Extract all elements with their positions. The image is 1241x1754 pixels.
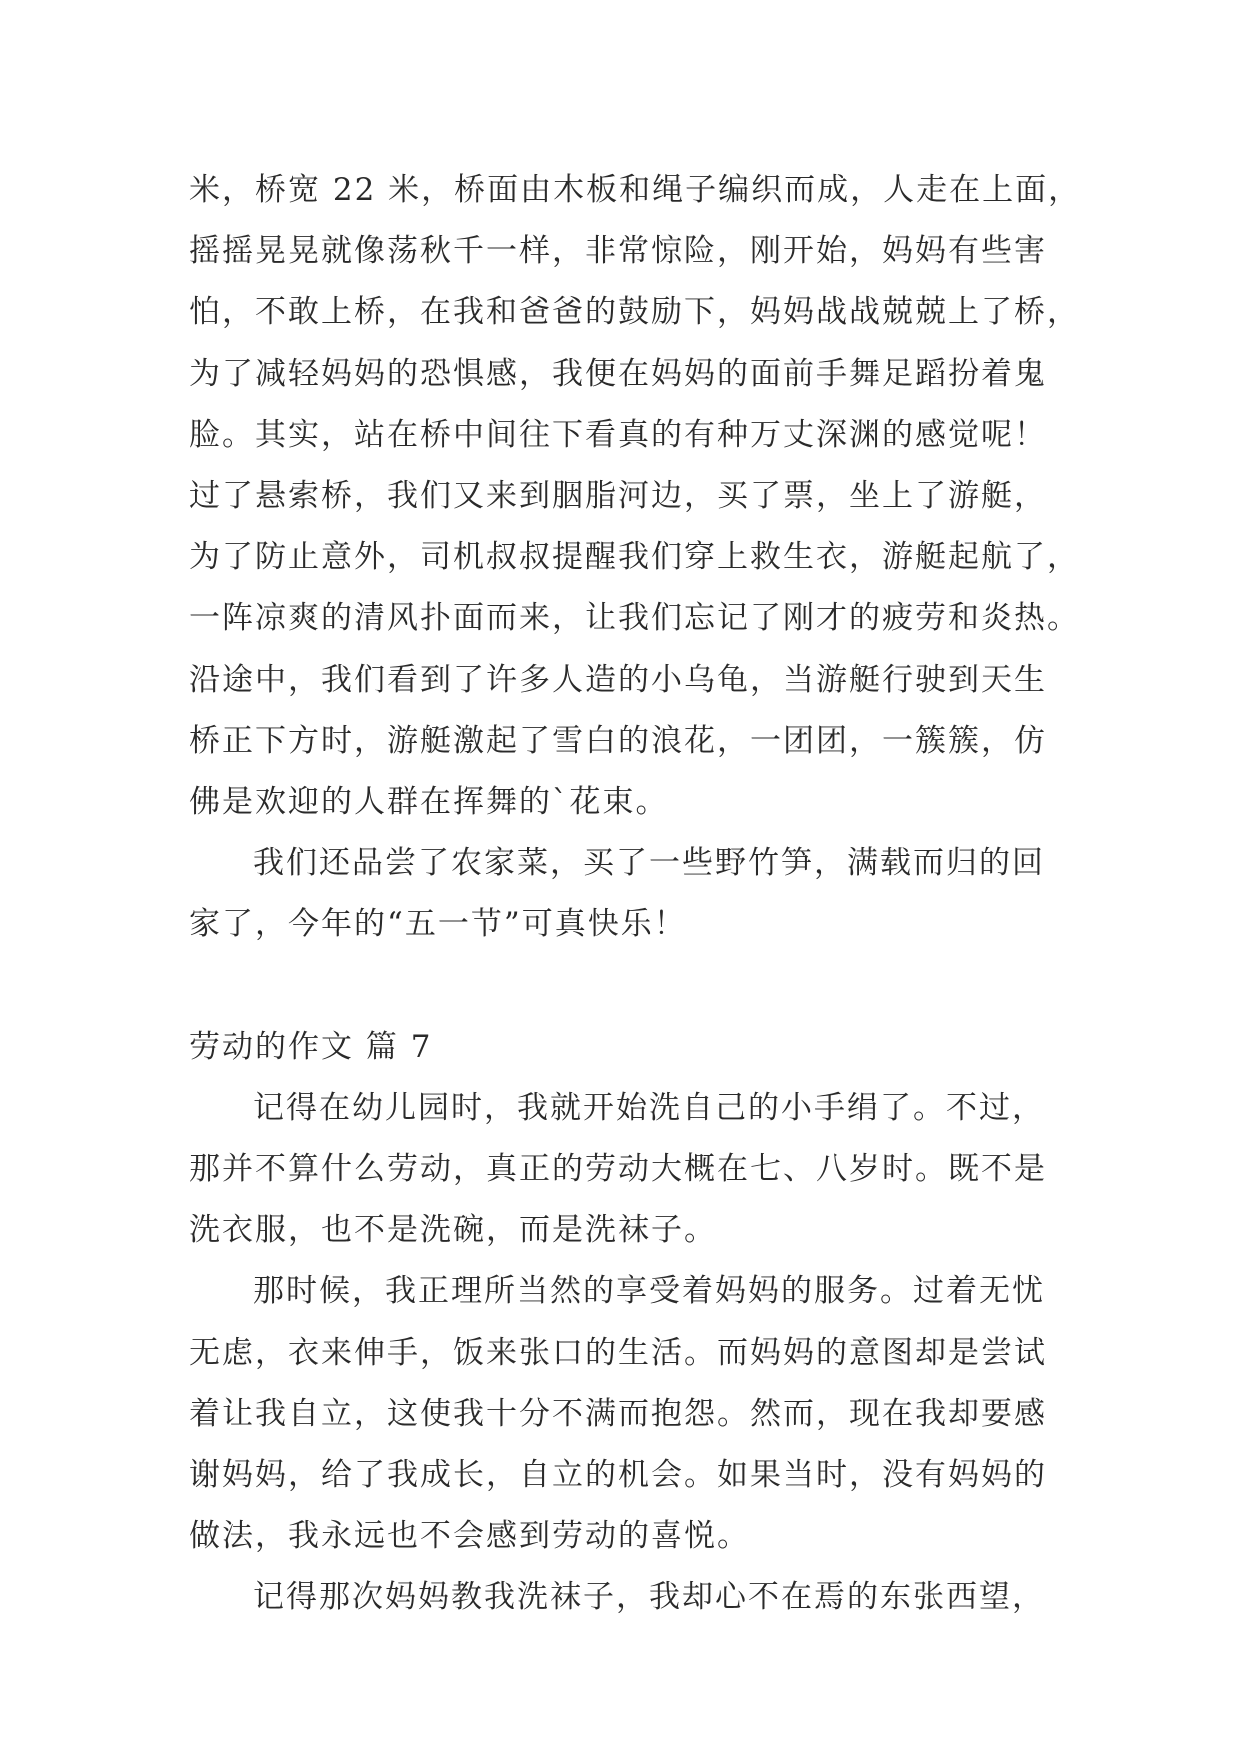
- text-line: 那并不算什么劳动，真正的劳动大概在七、八岁时。既不是: [189, 1151, 1047, 1187]
- paragraph-intro: [189, 1078, 1069, 1262]
- text-line: 怕，不敢上桥，在我和爸爸的鼓励下，妈妈战战兢兢上了桥，: [189, 294, 1080, 331]
- section-title: 劳动的作文 篇 7: [189, 1028, 433, 1065]
- document-body: [189, 160, 1082, 1629]
- text-line: 脸。其实，站在桥中间往下看真的有种万丈深渊的感觉呢！: [189, 416, 1047, 453]
- text-line: 家了，今年的“五一节”可真快乐！: [189, 906, 687, 943]
- text-line: 那时候，我正理所当然的享受着妈妈的服务。过着无忧: [253, 1273, 1045, 1310]
- text-line: 谢妈妈，给了我成长，自立的机会。如果当时，没有妈妈的: [189, 1456, 1047, 1493]
- text-line: 记得那次妈妈教我洗袜子，我却心不在焉的东张西望，: [253, 1579, 1045, 1616]
- text-line: 米，桥宽 22 米，桥面由木板和绳子编织而成，人走在上面，: [189, 172, 1082, 208]
- text-line: 沿途中，我们看到了许多人造的小乌龟，当游艇行驶到天生: [189, 661, 1047, 698]
- section-spacer: [189, 955, 1069, 1016]
- text-line: 摇摇晃晃就像荡秋千一样，非常惊险，刚开始，妈妈有些害: [189, 233, 1047, 270]
- text-line: 一阵凉爽的清风扑面而来，让我们忘记了刚才的疲劳和炎热。: [189, 600, 1080, 637]
- text-line: 为了减轻妈妈的恐惧感，我便在妈妈的面前手舞足蹈扮着鬼: [189, 355, 1047, 392]
- paragraph-reflection: [189, 1261, 1069, 1567]
- paragraph-memory: [189, 1567, 1069, 1628]
- paragraph-ending: [189, 833, 1069, 955]
- text-line: 洗衣服，也不是洗碗，而是洗袜子。: [189, 1212, 717, 1249]
- text-line: 记得在幼儿园时，我就开始洗自己的小手绢了。不过，: [253, 1089, 1045, 1126]
- paragraph-bridge: [189, 160, 1082, 833]
- text-line: 着让我自立，这使我十分不满而抱怨。然而，现在我却要感: [189, 1395, 1047, 1432]
- text-line: 做法，我永远也不会感到劳动的喜悦。: [189, 1518, 750, 1555]
- text-line: 无虑，衣来伸手，饭来张口的生活。而妈妈的意图却是尝试: [189, 1334, 1047, 1371]
- text-line: 桥正下方时，游艇激起了雪白的浪花，一团团，一簇簇，仿: [189, 722, 1047, 759]
- text-line: 为了防止意外，司机叔叔提醒我们穿上救生衣，游艇起航了，: [189, 539, 1080, 576]
- text-line: 佛是欢迎的人群在挥舞的`花束。: [189, 783, 669, 820]
- text-line: 过了悬索桥，我们又来到胭脂河边，买了票，坐上了游艇，: [189, 477, 1047, 514]
- text-line: 我们还品尝了农家菜，买了一些野竹笋，满载而归的回: [253, 845, 1045, 882]
